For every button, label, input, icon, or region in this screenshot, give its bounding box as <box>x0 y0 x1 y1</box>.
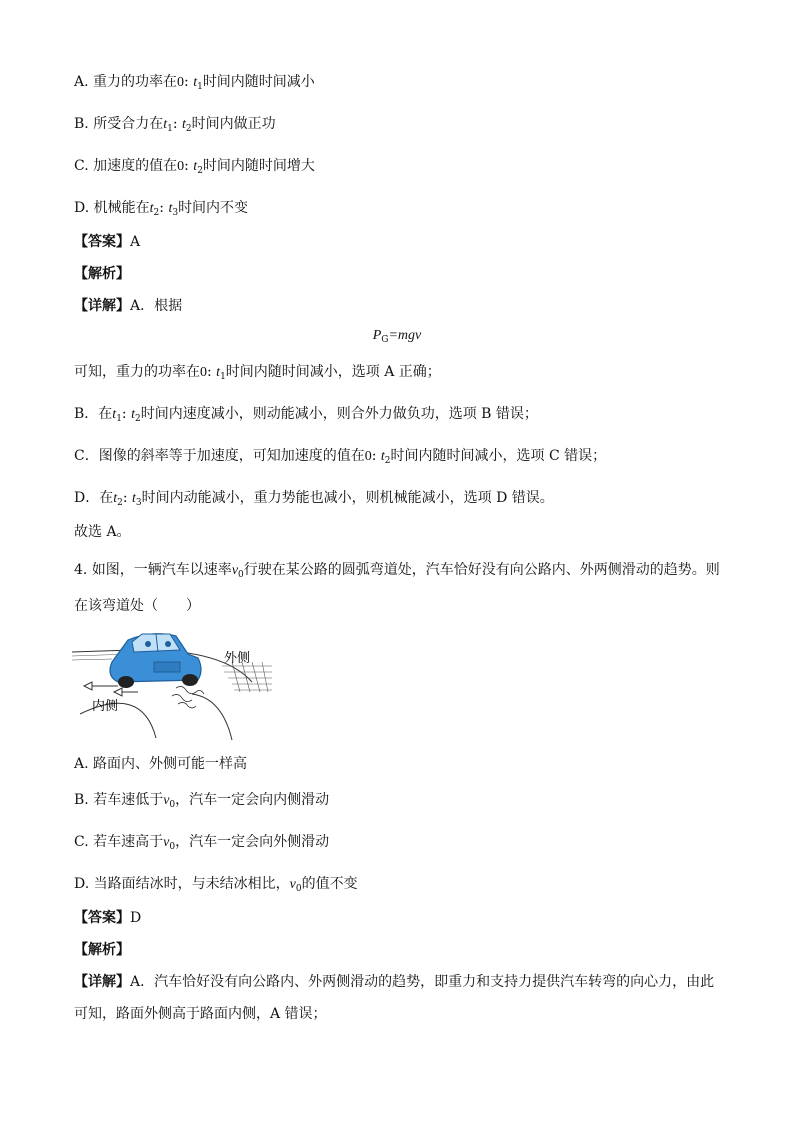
inner-side-label: 内侧 <box>92 699 119 714</box>
q3-conclusion: 故选 A。 <box>74 524 131 540</box>
car-icon <box>110 634 201 688</box>
q3-detail-c: C．图像的斜率等于加速度，可知加速度的值在0: $t_2$时间内随时间减小，选项 C 错误； <box>74 448 607 466</box>
q3-formula: $P_G=mgv$ <box>372 328 422 345</box>
skid-marks <box>172 686 204 708</box>
q3-detail-intro: 【详解】A．根据 <box>74 298 183 314</box>
q3-option-b: B. 所受合力在$t_1$: $t_2$时间内做正功 <box>74 116 276 134</box>
q4-option-a: A. 路面内、外侧可能一样高 <box>74 756 248 772</box>
q3-detail-a: 可知，重力的功率在0: $t_1$时间内随时间减小，选项 A 正确； <box>74 364 441 382</box>
q3-detail-d: D．在$t_2$: $t_3$时间内动能减小，重力势能也减小，则机械能减小，选项 D 错误。 <box>74 490 554 508</box>
q4-option-b: B. 若车速低于$v_0$，汽车一定会向内侧滑动 <box>74 792 330 810</box>
q3-answer: 【答案】A <box>74 234 141 250</box>
road-mid-curve <box>192 694 232 740</box>
car-on-curve-figure <box>72 622 272 742</box>
q3-detail-b: B．在$t_1$: $t_2$时间内速度减小，则动能减小，则合外力做负功，选项 B 错误； <box>74 406 538 424</box>
q3-option-a: A. 重力的功率在0: $t_1$时间内随时间减小 <box>74 74 315 92</box>
q4-detail-line1: 【详解】A．汽车恰好没有向公路内、外两侧滑动的趋势，即重力和支持力提供汽车转弯的向心力，由此 <box>74 974 715 990</box>
q4-answer: 【答案】D <box>74 910 142 926</box>
outer-side-label: 外侧 <box>224 651 251 666</box>
q4-option-d: D. 当路面结冰时，与未结冰相比，$v_0$的值不变 <box>74 876 358 894</box>
q3-option-c: C. 加速度的值在0: $t_2$时间内随时间增大 <box>74 158 315 176</box>
q3-option-d: D. 机械能在$t_2$: $t_3$时间内不变 <box>74 200 249 218</box>
q3-analysis-label: 【解析】 <box>74 266 130 282</box>
q4-analysis-label: 【解析】 <box>74 942 130 958</box>
q4-detail-line2: 可知，路面外侧高于路面内侧，A 错误； <box>74 1006 327 1022</box>
q4-stem-line2: 在该弯道处（ ） <box>74 598 200 614</box>
q4-stem-line1: 4. 如图，一辆汽车以速率$v_0$行驶在某公路的圆弧弯道处，汽车恰好没有向公路内、外两侧滑动的趋势。则 <box>74 562 720 580</box>
q4-option-c: C. 若车速高于$v_0$，汽车一定会向外侧滑动 <box>74 834 330 852</box>
